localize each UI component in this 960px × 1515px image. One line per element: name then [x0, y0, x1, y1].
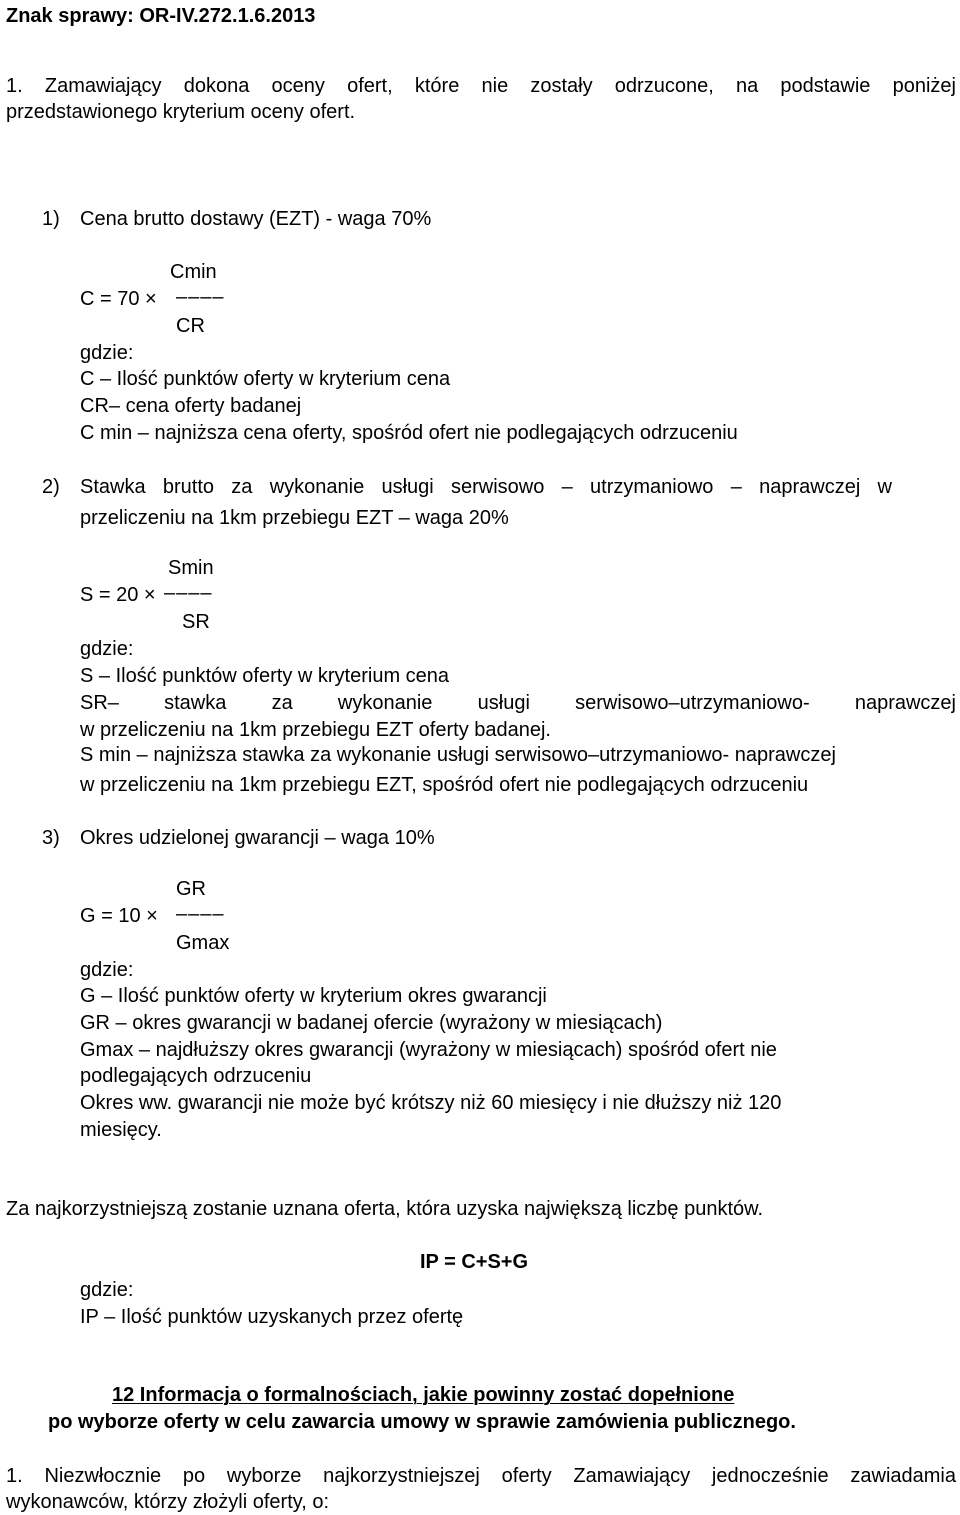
- criterion-1-number: 1): [42, 208, 60, 230]
- criterion-3-fraction-bar: ––––: [176, 903, 225, 925]
- criterion-2-heading-line-1: [42, 475, 892, 499]
- criterion-1-title: Cena brutto dostawy (EZT) - waga 70%: [80, 208, 432, 230]
- case-reference: Znak sprawy: OR-IV.272.1.6.2013: [6, 5, 316, 27]
- criterion-3-numerator: GR: [176, 878, 206, 900]
- criterion-3-def-gmax-line-2: podlegających odrzuceniu: [80, 1065, 312, 1087]
- summary-sentence: Za najkorzystniejszą zostanie uznana oferta, która uzyska największą liczbę punktów.: [6, 1198, 764, 1220]
- intro-line-2: przedstawionego kryterium oceny ofert.: [6, 101, 356, 123]
- criterion-1-heading: [42, 207, 431, 231]
- criterion-3-number: 3): [42, 827, 60, 849]
- criterion-3-def-gmax-line-1: Gmax – najdłuższy okres gwarancji (wyrażony w miesiącach) spośród ofert nie: [80, 1039, 777, 1061]
- criterion-2-heading-line-2: przeliczeniu na 1km przebiegu EZT – waga 20%: [80, 507, 509, 529]
- summary-def-ip: IP – Ilość punktów uzyskanych przez ofertę: [80, 1306, 464, 1328]
- section-12-para-1-line-1: 1. Niezwłocznie po wyborze najkorzystniejszej oferty Zamawiający jednocześnie zawiadamia: [6, 1465, 956, 1487]
- criterion-2-denominator: SR: [182, 611, 210, 633]
- criterion-2-def-smin-line-2: w przeliczeniu na 1km przebiegu EZT, spośród ofert nie podlegających odrzuceniu: [80, 774, 809, 796]
- criterion-1-denominator: CR: [176, 315, 205, 337]
- criterion-3-def-gr: GR – okres gwarancji w badanej ofercie (wyrażony w miesiącach): [80, 1012, 663, 1034]
- criterion-2-numerator: Smin: [168, 557, 214, 579]
- criterion-3-where: gdzie:: [80, 959, 134, 981]
- section-12-title-line-2: po wyborze oferty w celu zawarcia umowy w sprawie zamówienia publicznego.: [48, 1411, 796, 1433]
- criterion-1-def-cmin: C min – najniższa cena oferty, spośród ofert nie podlegających odrzuceniu: [80, 422, 738, 444]
- criterion-2-where: gdzie:: [80, 638, 134, 660]
- criterion-3-warranty-line-1: Okres ww. gwarancji nie może być krótszy niż 60 miesięcy i nie dłuższy niż 120: [80, 1092, 782, 1114]
- criterion-1-where: gdzie:: [80, 342, 134, 364]
- criterion-2-formula-lhs: S = 20 ×: [80, 584, 156, 606]
- section-12-title-line-1: 12 Informacja o formalnościach, jakie powinny zostać dopełnione: [112, 1384, 735, 1406]
- criterion-3-denominator: Gmax: [176, 932, 230, 954]
- criterion-1-def-cr: CR– cena oferty badanej: [80, 395, 302, 417]
- criterion-1-numerator: Cmin: [170, 261, 217, 283]
- criterion-3-def-g: G – Ilość punktów oferty w kryterium okres gwarancji: [80, 985, 547, 1007]
- summary-where: gdzie:: [80, 1279, 134, 1301]
- criterion-2-def-sr-line-1: SR– stawka za wykonanie usługi serwisowo–utrzymaniowo- naprawczej: [80, 692, 956, 714]
- criterion-3-title: Okres udzielonej gwarancji – waga 10%: [80, 827, 435, 849]
- criterion-2-def-smin-line-1: S min – najniższa stawka za wykonanie usługi serwisowo–utrzymaniowo- naprawczej: [80, 744, 836, 766]
- total-formula: IP = C+S+G: [420, 1251, 529, 1273]
- criterion-2-number: 2): [42, 476, 60, 498]
- criterion-3-warranty-line-2: miesięcy.: [80, 1119, 162, 1141]
- criterion-2-fraction-bar: ––––: [164, 582, 213, 604]
- criterion-1-def-c: C – Ilość punktów oferty w kryterium cena: [80, 368, 451, 390]
- criterion-2-title: Stawka brutto za wykonanie usługi serwisowo – utrzymaniowo – naprawczej w: [80, 476, 892, 498]
- criterion-2-def-s: S – Ilość punktów oferty w kryterium cena: [80, 665, 450, 687]
- criterion-1-formula-lhs: C = 70 ×: [80, 288, 157, 310]
- criterion-3-formula-lhs: G = 10 ×: [80, 905, 158, 927]
- criterion-3-heading: [42, 826, 435, 850]
- criterion-1-fraction-bar: ––––: [176, 286, 225, 308]
- section-12-para-1-line-2: wykonawców, którzy złożyli oferty, o:: [6, 1491, 330, 1513]
- criterion-2-def-sr-line-2: w przeliczeniu na 1km przebiegu EZT oferty badanej.: [80, 719, 551, 741]
- intro-line-1: 1. Zamawiający dokona oceny ofert, które nie zostały odrzucone, na podstawie poniżej: [6, 75, 956, 97]
